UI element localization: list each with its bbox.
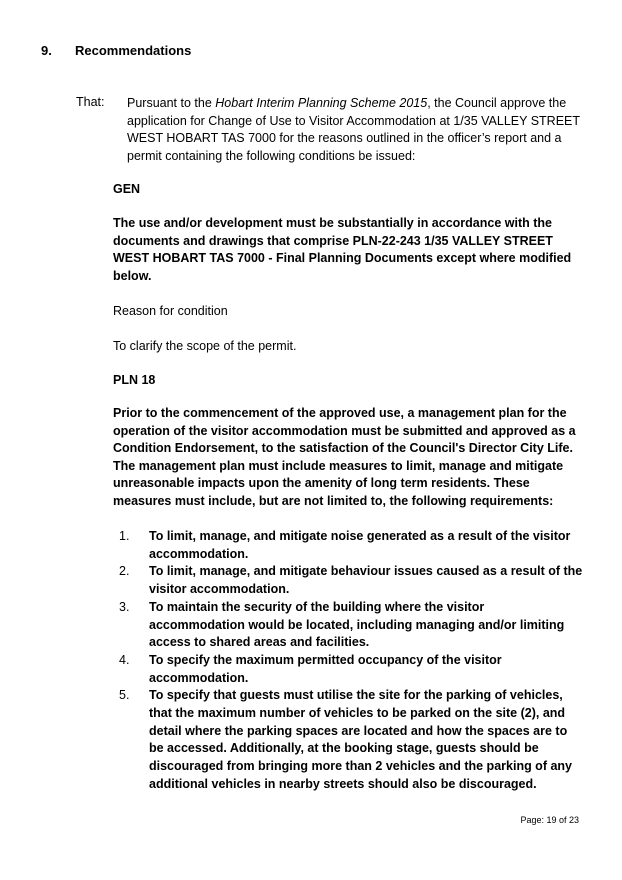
list-item (113, 563, 583, 598)
list-item (113, 687, 583, 793)
list-item-text: To limit, manage, and mitigate behaviour issues caused as a result of the visitor accommodation. (149, 564, 583, 597)
list-item-number: 1. (119, 529, 130, 543)
gen-condition: The use and/or development must be substantially in accordance with the documents and drawings that comprise PLN-22-243 1/35 VALLEY STREET WEST HOBART TAS 7000 - Final Planning Documents except where modified below. (113, 216, 572, 283)
resolution-text-post: , the Council approve the application for Change of Use to Visitor Accommodation at 1/35 VALLEY STREET WEST HOBART TAS 7000 for the reasons outlined in the officer’s report and a permit containing the following conditions be issued: (127, 96, 580, 163)
list-item-text: To maintain the security of the building where the visitor accommodation would be located, including managing and/or limiting access to shared areas and facilities. (149, 599, 565, 650)
list-item-number: 4. (119, 652, 130, 667)
list-item (113, 599, 583, 652)
resolution-text (127, 95, 582, 165)
gen-reason-label: Reason for condition (113, 304, 228, 318)
pln18-code: PLN 18 (113, 373, 156, 387)
list-item-text: To specify the maximum permitted occupancy of the visitor accommodation. (149, 652, 502, 685)
gen-reason: To clarify the scope of the permit. (113, 339, 297, 353)
resolution-text-pre: Pursuant to the (127, 96, 216, 110)
list-item-number: 5. (119, 688, 130, 703)
list-item-number: 3. (119, 599, 130, 614)
list-item (113, 528, 583, 563)
requirements-list (113, 528, 583, 794)
list-item-text: To specify that guests must utilise the site for the parking of vehicles, that the maximum number of vehicles to be parked on the site (2), and detail where the parking spaces are located and how the spaces are to be accessed. Additionally, at the booking stage, guests should be discouraged from bringing more than 2 vehicles and the parking of any additional vehicles in nearby streets should also be discouraged. (149, 688, 572, 791)
page-number: Page: 19 of 23 (520, 815, 579, 825)
gen-code: GEN (113, 182, 141, 196)
list-item-number: 2. (119, 564, 130, 579)
section-title: Recommendations (75, 43, 192, 58)
list-item (113, 652, 583, 687)
resolution-lead: That: (76, 95, 105, 109)
planning-scheme-name: Hobart Interim Planning Scheme 2015 (215, 96, 428, 110)
pln18-condition: Prior to the commencement of the approved use, a management plan for the operation of the visitor accommodation must be submitted and approved as a Condition Endorsement, to the satisfaction of the Council's Director City Life. The management plan must include measures to limit, manage and mitigate unreasonable impacts upon the amenity of long term residents. These measures must include, but are not limited to, the following requirements: (113, 406, 576, 508)
section-number: 9. (41, 43, 52, 58)
list-item-text: To limit, manage, and mitigate noise generated as a result of the visitor accommodation. (149, 529, 571, 561)
